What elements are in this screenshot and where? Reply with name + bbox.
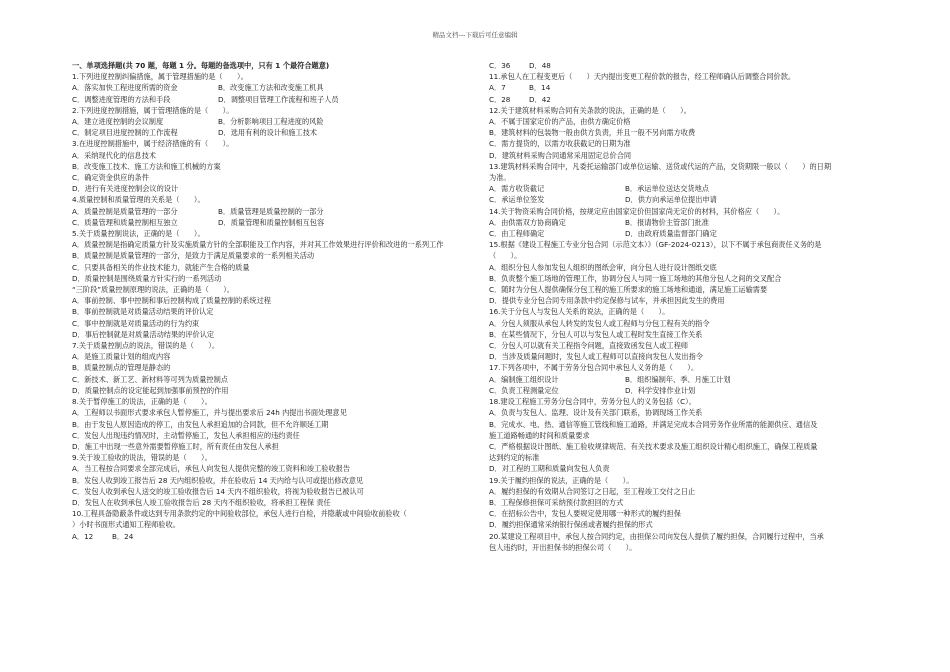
text-line: B．由于发包人原因造成的停工，由发包人承担追加的合同款，但不允许顺延工期 — [72, 419, 329, 429]
text-line: C．严格根据设计图纸、施工验收规律规范、有关技术要求及施工组织设计精心组织施工，确保工程质量 — [489, 441, 818, 451]
option-text: C．36 — [489, 61, 511, 70]
option-text: B．改变施工方法和改变施工机具 — [218, 83, 324, 93]
option-text: A．12 — [72, 531, 94, 541]
option-text: B．14 — [529, 83, 551, 93]
text-line: D．事后控制就是对质量活动结果的评价认定 — [72, 329, 215, 339]
text-line: 16.关于分包人与发包人关系的说法，正确的是（ ）。 — [489, 307, 670, 317]
text-line: 3.在进度控制措施中，属于经济措施的有（ ）。 — [72, 139, 234, 149]
option-text: B．质量管理是质量控制的一部分 — [218, 206, 324, 216]
option-row — [72, 206, 467, 217]
text-line: 19.关于履约担保的说法，正确的是（ ）。 — [489, 475, 634, 485]
text-line: 7.关于质量控制点的说法，错误的是（ ）。 — [72, 341, 220, 351]
text-line: A．采纳现代化的信息技术 — [72, 150, 156, 160]
text-line: 14.关于物资采购合同价格，按规定应由国家定价但国家尚无定价的材料，其价格应（ ）。 — [489, 206, 785, 216]
text-line: A．事前控制、事中控制和事后控制构成了质量控制的系统过程 — [72, 296, 271, 306]
option-text: B．24 — [112, 531, 134, 541]
text-line: A．工程师以书面形式要求承包人暂停施工，并与提出要求后 24h 内提出书面处理意见 — [72, 408, 347, 418]
text-line: A．不属于国家定价的产品，由供方确定价格 — [489, 117, 631, 127]
page-header: 精品文档---下载后可任意编辑 — [432, 31, 518, 39]
text-line: A．分包人须服从承包人转发的发包人或工程师与分包工程有关的指令 — [489, 318, 710, 328]
option-row — [72, 127, 467, 138]
text-line: 11.承包人在工程变更后（ ）天内提出变更工程价款的报告，经工程师确认后调整合同价款。 — [489, 72, 796, 82]
right-column — [489, 60, 889, 553]
text-line: 包人违约时，开出担保书的担保公司（ ）。 — [489, 542, 637, 552]
text-line: 2.下列进度控制措施，属于管理措施的是（ ）。 — [72, 105, 234, 115]
option-text: C．由工程师确定 — [489, 229, 545, 239]
text-line: C．新技术、新工艺、新材料等可列为质量控制点 — [72, 374, 228, 384]
text-line: D．发包人在收到承包人竣工验收报告后 28 天内不组织验收，将承担工程保 责任 — [72, 497, 331, 507]
option-text: D．选用有利的设计和施工技术 — [218, 128, 317, 138]
text-line: C．只要具备相关的作业技术能力，就能产生合格的质量 — [72, 262, 250, 272]
option-row — [489, 82, 889, 93]
text-line: 8.关于暂停施工的说法，正确的是（ ）。 — [72, 397, 212, 407]
option-text: C．承运单位签发 — [489, 195, 545, 205]
option-text: C．制定项目进度控制的工作流程 — [72, 128, 178, 138]
option-text: A．质量控制是质量管理的一部分 — [72, 206, 178, 216]
text-line: ）小时书面形式通知工程师验收。 — [72, 520, 180, 530]
text-line: “三阶段”质量控制原理的说法，正确的是（ ）。 — [72, 285, 234, 295]
text-line: C．分包人可以就有关工程指令问题，直接致函发包人或工程师 — [489, 341, 689, 351]
text-line: B．事前控制就是对质量活动结果的评价认定 — [72, 307, 214, 317]
option-text: D．42 — [529, 94, 551, 104]
option-row — [72, 82, 467, 93]
text-line: B．改变施工技术、施工方法和施工机械的方案 — [72, 161, 221, 171]
option-row — [489, 385, 889, 396]
text-line: B．工程保修担保可采纳预付款担回的方式 — [489, 497, 624, 507]
text-line: 20.某建设工程项目中，承包人按合同约定，由担保公司向发包人提供了履约担保，合同履行过程中，当承 — [489, 531, 824, 541]
text-line: 13.建筑材料采购合同中，凡委托运输部门或单位运输、送货或代运的产品，交货期限一般以（ ）的日期 — [489, 161, 832, 171]
option-text: A．7 — [489, 83, 506, 93]
text-line: 17.下列各项中，不属于劳务分包合同中承包人义务的是（ ）。 — [489, 363, 699, 373]
text-line: B．建筑材料的包装物一般由供方负责，并且一般不另向需方收费 — [489, 128, 696, 138]
text-line: （ ）。 — [489, 251, 522, 261]
text-line: B．在某些情况下，分包人可以与发包人或工程时发生直接工作关系 — [489, 329, 703, 339]
text-line: C．需方提货的，以需方收获截记的日期为准 — [489, 139, 631, 149]
text-line: 18.建设工程施工劳务分包合同中，劳务分包人的义务包括（C）。 — [489, 397, 696, 407]
option-text: C．负责工程测量定位 — [489, 385, 559, 395]
option-text: A．编制施工组织设计 — [489, 374, 559, 384]
text-line: D．质量控制点的设定能起到加强事前预控的作用 — [72, 385, 229, 395]
option-text: A．建立进度控制的会议制度 — [72, 117, 164, 127]
option-row — [489, 374, 889, 385]
text-line: C．在招标公告中，发包人要规定使用哪一种形式的履约担保 — [489, 509, 681, 519]
text-line: C．发包人收到承包人送交的竣工验收报告后 14 天内不组织验收，将视为验收报告已被认可 — [72, 486, 364, 496]
option-row — [72, 94, 467, 105]
text-line: 1.下列进度控制纠偏措施，属于管理措施的是（ ）。 — [72, 72, 248, 82]
left-column — [72, 60, 467, 542]
option-text: D．供方向承运单位提出申请 — [625, 195, 717, 205]
text-line: 12.关于建筑材料采购合同有关条款的说法，正确的是（ ）。 — [489, 105, 691, 115]
text-line: B．质量控制是质量管理的一部分，是致力于满足质量要求的一系列相关活动 — [72, 251, 315, 261]
option-row — [489, 228, 889, 239]
text-line: B．完成水、电、热、通信等施工管线和施工道路，并满足完成本合同劳务作业所需的能源供应、通信及 — [489, 419, 818, 429]
option-row — [489, 217, 889, 228]
option-text: D．由政府质量监督部门确定 — [625, 229, 717, 239]
option-text: B．报请物价主管部门批准 — [625, 217, 709, 227]
option-text: D．质量管理和质量控制相互包容 — [218, 217, 325, 227]
text-line: D．进行有关进度控制会议的设计 — [72, 184, 179, 194]
text-line: D．履约担保通常采纳银行保函或者履约担保的形式 — [489, 520, 653, 530]
option-text: D．调整项目管理工作流程和班子人员 — [218, 94, 339, 104]
option-row — [72, 531, 467, 542]
text-line: 达到约定的标准 — [489, 453, 540, 463]
text-line: B．发包人收到竣工报告后 28 天内组织验收，并在验收后 14 天内给与认可或提出修改意见 — [72, 475, 364, 485]
section-heading: 一、单项选择题(共 70 题，每题 1 分。每题的备选项中，只有 1 个最符合题意) — [72, 61, 330, 70]
option-row — [72, 217, 467, 228]
text-line: A．履约担保的有效期从合同签订之日起，至工程竣工交付之日止 — [489, 486, 696, 496]
text-line: D．当涉及质量问题时，发包人或工程师可以直接向发包人发出指令 — [489, 352, 703, 362]
text-line: A．负责与发包人、监理、设计及有关部门联系，协调现场工作关系 — [489, 408, 703, 418]
text-line: A．组织分包人参加发包人组织的图纸会审，向分包人进行设计图纸交底 — [489, 262, 717, 272]
text-line: A．当工程按合同要求全部完成后，承包人向发包人提供完整的竣工资料和竣工验收报告 — [72, 464, 351, 474]
option-text: C．质量管理和质量控制相互独立 — [72, 217, 178, 227]
option-row — [489, 60, 889, 71]
option-text: B．承运单位送达交货地点 — [625, 184, 709, 194]
option-text: B．分析影响项目工程进度的风险 — [218, 117, 324, 127]
text-line: D．对工程的工期和质量向发包人负责 — [489, 464, 610, 474]
option-text: A．需方收货截记 — [489, 184, 545, 194]
text-line: C．确定资金供应的条件 — [72, 173, 149, 183]
text-line: C．事中控制就是对质量活动的行为约束 — [72, 318, 200, 328]
text-line: 施工道路畅通的时间和质量要求 — [489, 430, 590, 440]
text-line: B．负责整个施工场地的管理工作，协调分包人与同一施工场地的其他分包人之间的交叉配合 — [489, 273, 782, 283]
text-line: D．施工中出现一些意外需要暂停施工时，所有责任由发包人承担 — [72, 441, 279, 451]
text-line: C．随时为分包人提供确保分包工程的施工所要求的施工场地和通道，满足施工运输需要 — [489, 285, 768, 295]
text-line: A．是施工质量计划的组成内容 — [72, 352, 171, 362]
option-text: C．28 — [489, 94, 511, 104]
option-text: D．48 — [529, 61, 551, 70]
option-text: C．调整进度管理的方法和手段 — [72, 94, 171, 104]
option-row — [489, 94, 889, 105]
option-text: A．由供需双方协商确定 — [489, 217, 566, 227]
text-line: B．质量控制点的管理是静态的 — [72, 363, 171, 373]
option-text: D．科学安排作业计划 — [625, 385, 696, 395]
text-line: 为准。 — [489, 173, 511, 183]
option-text: A．落实加快工程进度所需的资金 — [72, 83, 178, 93]
option-row — [489, 194, 889, 205]
option-text: B．组织编制年、季、月施工计划 — [625, 374, 731, 384]
text-line: D．质量控制是围绕质量方针实行的一系列活动 — [72, 273, 222, 283]
text-line: A．质量控制是指确定质量方针及实施质量方针的全部职能及工作内容，并对其工作效果进行评价和改进的一系列工作 — [72, 240, 444, 250]
text-line: D．提供专业分包合同专用条款中约定保修与试车，并承担因此发生的费用 — [489, 296, 725, 306]
text-line: 4.质量控制和质量管理的关系是（ ）。 — [72, 195, 205, 205]
option-row — [72, 116, 467, 127]
text-line: 5.关于质量控制说法，正确的是（ ）。 — [72, 229, 205, 239]
text-line: C．发包人出现违约情况时，主动暂停施工，发包人承担相应的违约责任 — [72, 430, 300, 440]
text-line: D．建筑材料采购合同通常采用固定总价合同 — [489, 150, 632, 160]
text-line: 9.关于竣工验收的说法，错误的是（ ）。 — [72, 453, 212, 463]
option-row — [489, 183, 889, 194]
text-line: 15.根据《建设工程施工专业分包合同（示范文本）》（GF-2024-0213），以下不属于承包商责任义务的是 — [489, 240, 822, 250]
text-line: 10.工程具备隐蔽条件或达到专用条款约定的中间验收部位，承包人进行自检，并隐蔽或中间验收前验收（ — [72, 509, 407, 519]
